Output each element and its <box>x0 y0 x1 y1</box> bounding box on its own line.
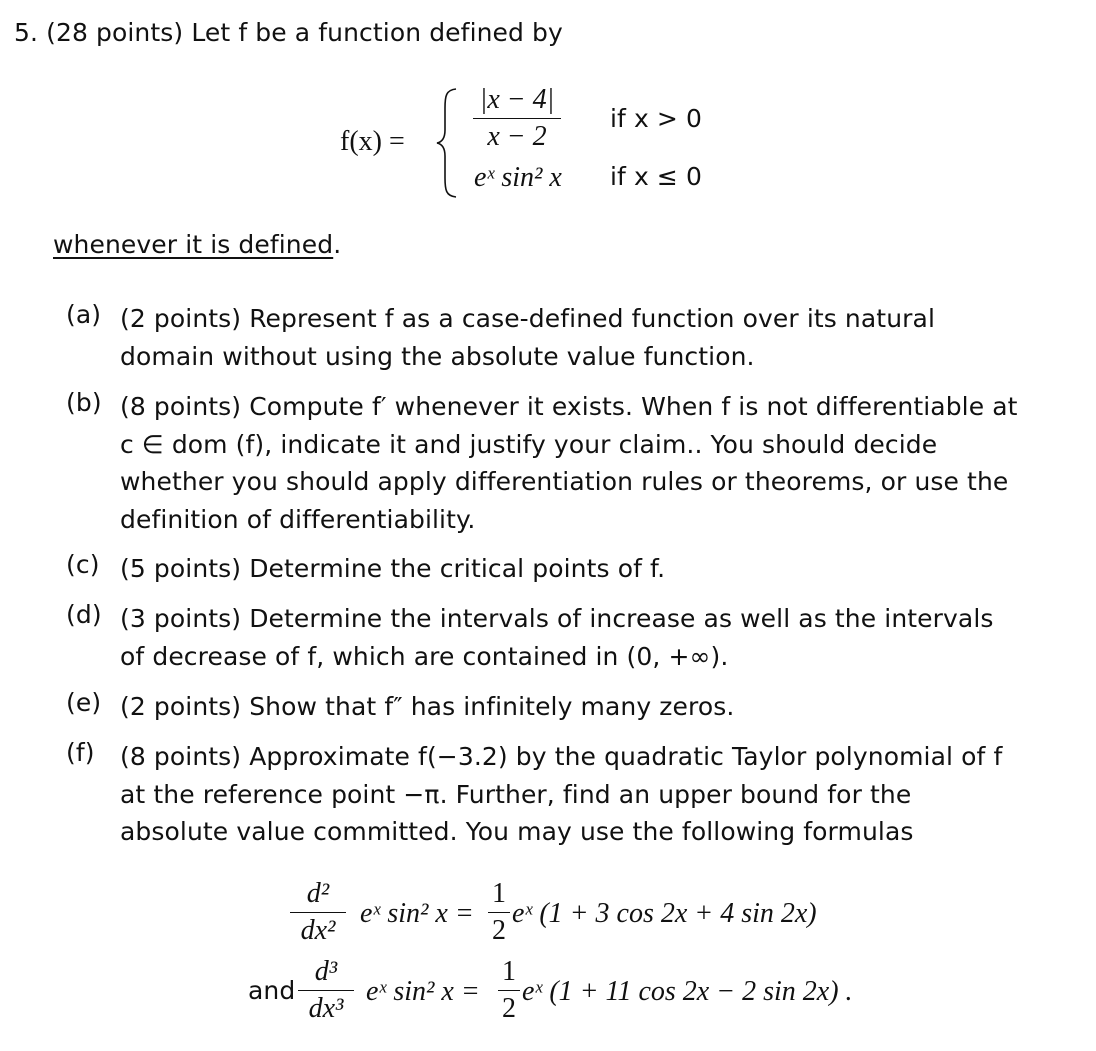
part-label: (c) <box>66 550 100 579</box>
part-label: (b) <box>66 388 102 417</box>
part-d <box>66 600 1026 676</box>
problem-intro: Let f be a function defined by <box>191 18 563 47</box>
part-label: (d) <box>66 600 102 629</box>
formula-block <box>0 870 1096 1040</box>
formula2-coef-den: 2 <box>502 993 516 1024</box>
part-text: Determine the intervals of increase as well as the intervals of decrease of f, which are contained in (0, +∞). <box>120 604 994 671</box>
part-body <box>120 600 1020 675</box>
formula2-function: eˣ sin² x = <box>366 976 480 1007</box>
part-body <box>120 688 1020 726</box>
part-text: Represent f as a case-defined function over its natural domain without using the absolute value function. <box>120 304 935 371</box>
whenever-text: whenever it is defined <box>53 230 334 259</box>
formula2-coefficient <box>498 956 520 1025</box>
part-body <box>120 550 1020 588</box>
formula1-operator <box>290 878 346 947</box>
case2-expression: eˣ sin² x <box>474 162 562 193</box>
part-b <box>66 388 1026 540</box>
problem-header <box>14 18 563 47</box>
left-brace-icon <box>434 86 460 200</box>
part-text: Approximate f(−3.2) by the quadratic Taylor polynomial of f at the reference point −π. Further, find an upper bound for the absolute value committed. You may use the following formulas <box>120 742 1003 846</box>
part-c <box>66 550 1026 590</box>
part-label: (f) <box>66 738 95 767</box>
part-text: Show that f″ has infinitely many zeros. <box>249 692 735 721</box>
and-label: and <box>248 976 296 1005</box>
case1-denominator: x − 2 <box>487 121 547 152</box>
formula2-operator-num: d³ <box>298 956 354 991</box>
formula1-coef-den: 2 <box>492 915 506 946</box>
problem-number: 5. <box>14 18 39 47</box>
part-body <box>120 300 1020 375</box>
formula1-coef-num: 1 <box>488 878 510 913</box>
part-text: Determine the critical points of f. <box>249 554 666 583</box>
case2-condition: if x ≤ 0 <box>610 162 703 191</box>
part-points: (2 points) <box>120 304 242 333</box>
part-text: Compute f′ whenever it exists. When f is not differentiable at c ∈ dom (f), indicate it and justify your claim.. You should decide whether you should apply differentiation rules or theorems, or use the definition of differentiability. <box>120 392 1018 534</box>
formula1-operator-den: dx² <box>300 915 336 946</box>
part-label: (e) <box>66 688 102 717</box>
part-points: (8 points) <box>120 392 242 421</box>
part-label: (a) <box>66 300 102 329</box>
part-f <box>66 738 1026 852</box>
whenever-line <box>53 230 341 259</box>
formula2-operator-den: dx³ <box>308 993 344 1024</box>
formula2-operator <box>298 956 354 1025</box>
formula2-coef-num: 1 <box>498 956 520 991</box>
part-points: (8 points) <box>120 742 242 771</box>
part-a <box>66 300 1026 376</box>
case1-condition: if x > 0 <box>610 104 703 133</box>
definition-lhs: f(x) = <box>340 126 405 157</box>
piecewise-definition <box>340 84 760 202</box>
part-points: (5 points) <box>120 554 242 583</box>
part-points: (3 points) <box>120 604 242 633</box>
case1-numerator: |x − 4| <box>473 84 561 119</box>
part-e <box>66 688 1026 728</box>
formula1-coefficient <box>488 878 510 947</box>
formula1-operator-num: d² <box>290 878 346 913</box>
part-body <box>120 388 1020 538</box>
problem-points: (28 points) <box>46 18 184 47</box>
case1-fraction <box>473 84 561 153</box>
formula1-rhs: eˣ (1 + 3 cos 2x + 4 sin 2x) <box>512 898 817 929</box>
formula2-rhs: eˣ (1 + 11 cos 2x − 2 sin 2x) . <box>522 976 853 1007</box>
part-points: (2 points) <box>120 692 242 721</box>
formula1-function: eˣ sin² x = <box>360 898 474 929</box>
part-body <box>120 738 1020 851</box>
whenever-period: . <box>333 230 342 259</box>
